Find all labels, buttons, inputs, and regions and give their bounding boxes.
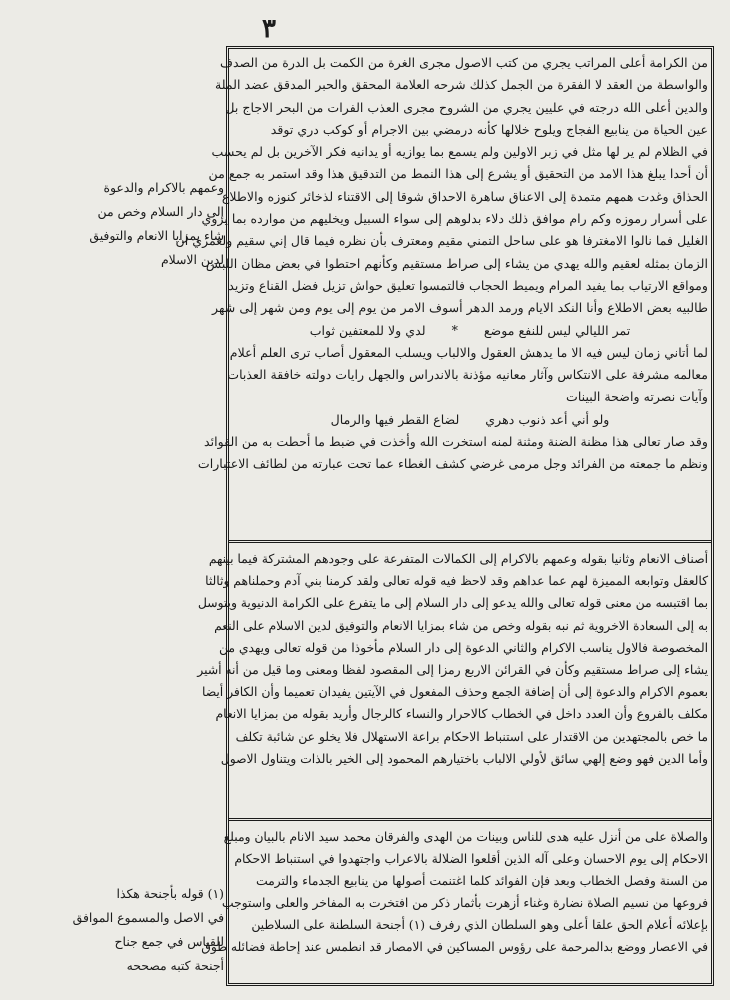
text-line: والواسطة من العقد لا الفقرة من الجمل كذلك شرحه العلامة المحقق والحبر المدقق عضد الملة bbox=[214, 77, 708, 93]
gloss-block bbox=[201, 826, 708, 980]
text-line: والدين أعلى الله درجته في عليين يجري من الشروح مجرى العذب الفرات من البحر الاجاج بل bbox=[225, 99, 708, 115]
text-line: كالعقل وتوابعه المميزة لهم عما عداهم وقد لاحظ فيه قوله تعالى ولقد كرمنا بني آدم وحملناهم وثالثا bbox=[205, 574, 708, 589]
text-line: وآيات نصرته واضحة البينات bbox=[565, 389, 708, 405]
text-line: أن أحدا يبلغ هذا الامد من التحقيق أو يشرع إلى هذا النمط من التدقيق هذا وقد استمر به جمع من bbox=[208, 166, 708, 182]
text-line: طالبيه بعض الاطلاع وأنا النكد الايام ورمد الدهر أسوف الامر من يوم إلى يوم ومن شهر إلى شهر bbox=[212, 300, 708, 316]
verse-hemistich: تمر الليالي ليس للنفع موضع bbox=[483, 322, 631, 338]
text-line: من الكرامة أعلى المراتب يجري من كتب الاصول مجرى الغرة من الكمت بل الدرة من الصدف bbox=[219, 55, 708, 70]
text-line: ومواقع الارتياب بما يفيد المرام ويميط الحجاب فالتمسوا تعليق حواش تزيل فضل القناع وتزيد bbox=[228, 277, 708, 293]
footnote-line: أجنحة كتبه مصححه bbox=[126, 958, 224, 973]
footnote-line: (١) قوله بأجنحة هكذا bbox=[116, 886, 224, 901]
margin-line: إلى دار السلام وخص من bbox=[97, 204, 224, 219]
text-line: أصناف الانعام وثانيا بقوله وعمهم بالاكرام إلى الكمالات المتفرعة على وجودهم المشتركة فيما بينهم bbox=[208, 552, 708, 566]
text-line: بما اقتبسه من معنى قوله تعالى والله يدعو إلى دار السلام إلى ما يتفرع على الكرامة الدنيوية ويتوسل bbox=[197, 596, 708, 611]
text-line: ما خص بالمجتهدين من الاقتدار على استنباط الاحكام براعة الاستهلال فلا يخلو عن شائبة تكلف bbox=[235, 729, 708, 744]
text-line: الزمان بمثله لعقيم والله يهدي من يشاء إلى صراط مستقيم وكأنهم احتطوا في بعض مظان اللبس bbox=[205, 255, 708, 271]
text-line: على أسرار رموزه وكم رام موافق ذلك دلاء بدلوهم إلى سواء السبيل ويخليهم من موارده بما يروي bbox=[201, 211, 708, 227]
margin-line: وعمهم بالاكرام والدعوة bbox=[103, 180, 224, 195]
verse-hemistich: ولو أني أعد ذنوب دهري bbox=[485, 411, 610, 427]
text-line: فروعها من نسيم الصلاة نضارة وغناء أزهرت بأثمار ذكر من افتخرت به المفاخر والعلى واستوجب bbox=[221, 896, 708, 910]
text-line: في الظلام لم ير لها مثل في زبر الاولين ولم يسمع بما يوازيه أو يدانيه فكر الآخرين بل لم يحسب bbox=[211, 144, 708, 160]
text-line: معالمه مشرفة على الانتكاس وآثار معانيه مؤذنة بالاندراس والجهل رايات دولته خافقة العذبات bbox=[227, 367, 708, 383]
text-line: في الاعصار ووضع بدالمرحمة على رؤوس المساكين في الامصار قد انطمس عند إحاطة فضائله طوق bbox=[201, 940, 708, 954]
verse-separator: * bbox=[451, 322, 458, 338]
text-line: مكلف بالفروع وأن العدد داخل في الخطاب كالاحرار والنساء كالرجال وأريد بقوله من بمزايا الانعام bbox=[215, 707, 708, 722]
margin-line: شاء بمزايا الانعام والتوفيق bbox=[89, 228, 224, 243]
text-line: يشاء إلى صراط مستقيم وكأن في القرائن الاربع رمزا إلى المقصود لفظا ومعنى وما قيل من أنه أشير bbox=[197, 663, 708, 678]
footnote bbox=[72, 882, 224, 978]
text-line: وأما الدين فهو وضع إلهي سائق لأولي الالباب باختيارهم المحمود إلى الخير بالذات ويتناول الاصول bbox=[220, 751, 708, 766]
commentary-block bbox=[197, 548, 708, 818]
text-line: من السنة وفصل الخطاب وبعد فإن الفوائد كلما اغتنمت أصولها من ينابيع الجدماء والترمت bbox=[256, 874, 708, 888]
text-line: المخصوصة فالاول يناسب الاكرام والثاني الدعوة إلى دار السلام مأخوذا من قوله تعالى ويهدي من bbox=[218, 640, 708, 655]
text-line: وقد صار تعالى هذا مظنة الضنة ومثنة لمنه استخرت الله وأخذت في ضبط ما أحطت به من الفوائد bbox=[204, 434, 708, 450]
text-line: بإعلائه أعلام الحق علقا أعلى وهو السلطان الذي رفرف (١) أجنحة السلطنة على السلاطين bbox=[251, 918, 708, 932]
margin-line: لدين الاسلام bbox=[160, 252, 224, 267]
page-number: ٣ bbox=[262, 14, 276, 44]
text-line: بعموم الاكرام والدعوة إلى أن إضافة الجمع وحذف المفعول في الآيتين يفيدان تعميما وأن الكافر أيضا bbox=[201, 685, 708, 700]
text-line: الاحكام إلى يوم الاحسان وعلى آله الذين أقلعوا الضلالة بالاعراب واجتهدوا في استنباط الاحكام bbox=[234, 852, 708, 866]
text-line: ونظم ما جمعته من الفرائد وجل مرمى غرضي كشف الغطاء عما تحت عبارته من لطائف الاعتبارات bbox=[197, 456, 708, 472]
section-divider bbox=[229, 818, 711, 821]
verse-hemistich: لدي ولا للمعتفين ثواب bbox=[309, 322, 426, 338]
verse-1 bbox=[232, 320, 708, 342]
margin-note bbox=[89, 176, 224, 272]
text-line: الحذاق وغدت همهم متمدة إلى الاعناق ساهرة الاحداق شوقا إلى الاقتناء لذخائر كنوزه والاطلاع bbox=[221, 188, 708, 204]
text-line: الغليل فما نالوا الامغترفا هو على ساحل التمني مقيم ومعترف بأن نظره فيما قال إني سقيم ولعمري ان bbox=[175, 233, 708, 249]
text-line: به إلى السعادة الاخروية ثم نبه بقوله وخص من شاء بمزايا الانعام والتوفيق لدين الاسلام على النعم bbox=[214, 618, 708, 633]
footnote-line: في الاصل والمسموع الموافق bbox=[72, 910, 224, 925]
text-line: لما أتاني زمان ليس فيه الا ما يدهش العقول والالباب ويسلب المعقول أصاب ترى العلم أعلام bbox=[229, 344, 708, 360]
text-line: والصلاة على من أنزل عليه هدى للناس وبينات من الهدى والفرقان محمد سيد الانام بالبيان ومبلغ bbox=[223, 830, 708, 844]
footnote-line: للقياس في جمع جناح bbox=[114, 934, 224, 949]
verse-hemistich: لضاع القطر فيها والرمال bbox=[330, 411, 460, 427]
text-line: عين الحياة من ينابيع الفجاج ويلوح خلالها كأنه درمضي بين الاجرام أو كوكب دري توقد bbox=[270, 121, 708, 137]
verse-2 bbox=[232, 409, 708, 431]
section-divider bbox=[229, 540, 711, 543]
